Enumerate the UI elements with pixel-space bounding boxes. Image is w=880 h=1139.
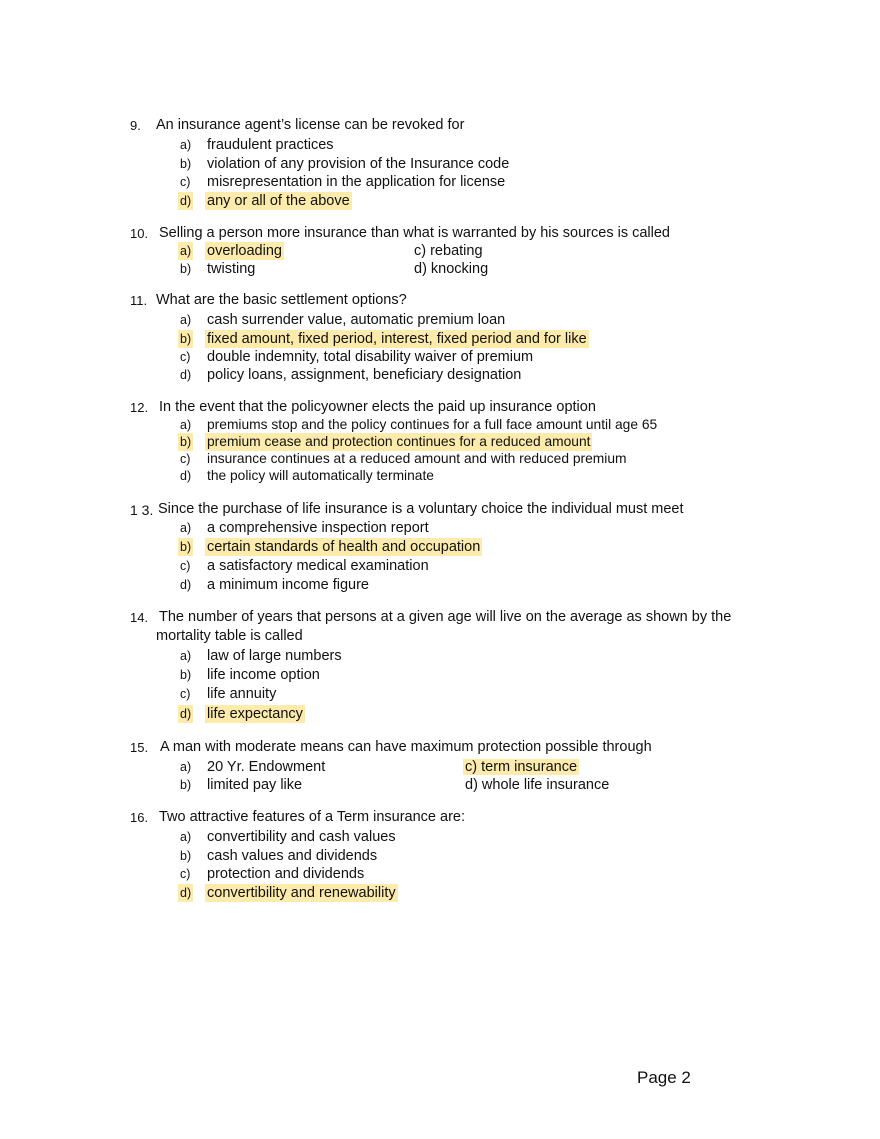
question-number: 10. [130,226,149,241]
question-number: 16. [130,810,149,825]
question-number: 1 3. [130,502,154,518]
question-stem: Two attractive features of a Term insurance are: [159,809,465,825]
question-stem: In the event that the policyowner elects the paid up insurance option [159,399,596,415]
question-number: 14. [130,610,149,625]
option-c: c) rebating [414,243,483,259]
page-number: Page 2 [637,1068,691,1087]
question-number: 15. [130,740,149,755]
option-c-answer: c) term insurance [465,759,578,775]
question-stem-continued: mortality table is called [156,628,303,644]
question-stem: The number of years that persons at a given age will live on the average as shown by the [159,609,732,625]
question-stem: What are the basic settlement options? [156,292,407,308]
question-stem: Since the purchase of life insurance is a voluntary choice the individual must meet [158,501,684,517]
option-d: d) whole life insurance [465,777,610,793]
question-number: 11. [130,293,148,308]
question-number: 9. [130,118,141,133]
question-stem: Selling a person more insurance than what is warranted by his sources is called [159,225,670,241]
option-d: d) knocking [414,261,489,277]
question-stem: An insurance agent’s license can be revoked for [156,117,465,133]
question-number: 12. [130,400,149,415]
question-stem: A man with moderate means can have maximum protection possible through [160,739,652,755]
